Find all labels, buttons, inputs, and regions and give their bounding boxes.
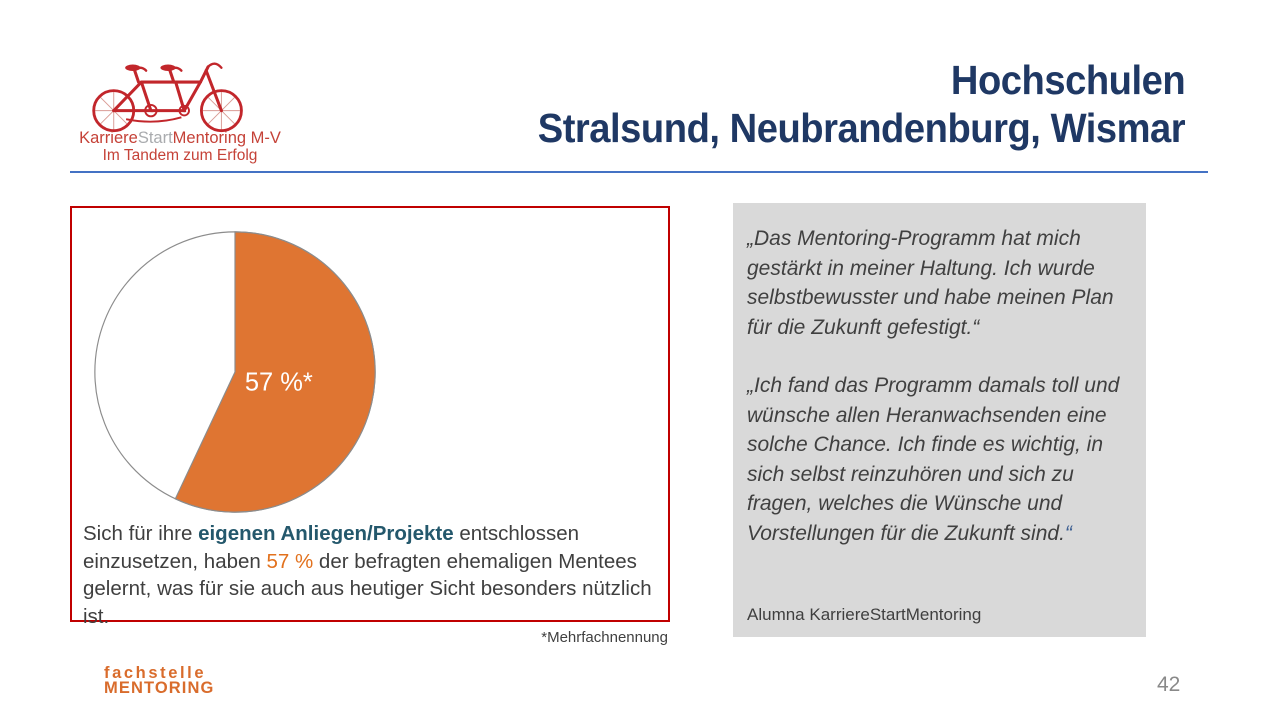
- fachstelle-mentoring-logo: [104, 666, 214, 696]
- slide-title-line1: Hochschulen: [950, 57, 1185, 103]
- header-divider-line: [70, 171, 1208, 173]
- tandem-bicycle-logo-icon: [88, 52, 250, 134]
- logo-slogan: Im Tandem zum Erfolg: [102, 147, 258, 164]
- quote-box: [733, 203, 1146, 637]
- caption-highlight-teal: eigenen Anliegen/Projekte: [198, 522, 454, 545]
- quote-1: „Das Mentoring-Programm hat mich gestärkt in meiner Haltung. Ich wurde selbstbewusster und habe meinen Plan für die Zukunft gefestigt.“: [747, 227, 1114, 339]
- slide-title: [538, 56, 1185, 152]
- caption-highlight-orange: 57 %: [266, 549, 314, 573]
- chart-box: [70, 206, 670, 628]
- quote-2-closing-mark: “: [1064, 521, 1072, 545]
- footnote: *Mehrfachnennung: [541, 629, 668, 646]
- logo-program-name: KarriereStartMentoring M-V: [79, 129, 281, 147]
- footer-logo-line2: MENTORING: [104, 679, 215, 697]
- quote-attribution: Alumna KarriereStartMentoring: [747, 605, 982, 624]
- pie-data-label: 57 %*: [244, 368, 313, 397]
- slide-title-line2: Stralsund, Neubrandenburg, Wismar: [537, 105, 1185, 151]
- footer-logo-line1: fachstelle: [104, 664, 207, 682]
- logo-text: [58, 129, 302, 165]
- chart-caption: Sich für ihre eigenen Anliegen/Projekte entschlossen einzusetzen, haben 57 % der befragten ehemaligen Mentees gelernt, was für sie auch aus heutiger Sicht besonders nützlich ist.: [83, 522, 652, 628]
- quote-2: „Ich fand das Programm damals toll und wünsche allen Heranwachsenden eine solche Chance. Ich finde es wichtig, in sich selbst reinzuhören und sich zu fragen, welches die Wünsche und Vorstellungen für die Zukunft sind.“: [747, 374, 1120, 545]
- bike-seat: [125, 65, 140, 71]
- page-number: 42: [1157, 673, 1181, 696]
- pie-chart: [88, 225, 382, 519]
